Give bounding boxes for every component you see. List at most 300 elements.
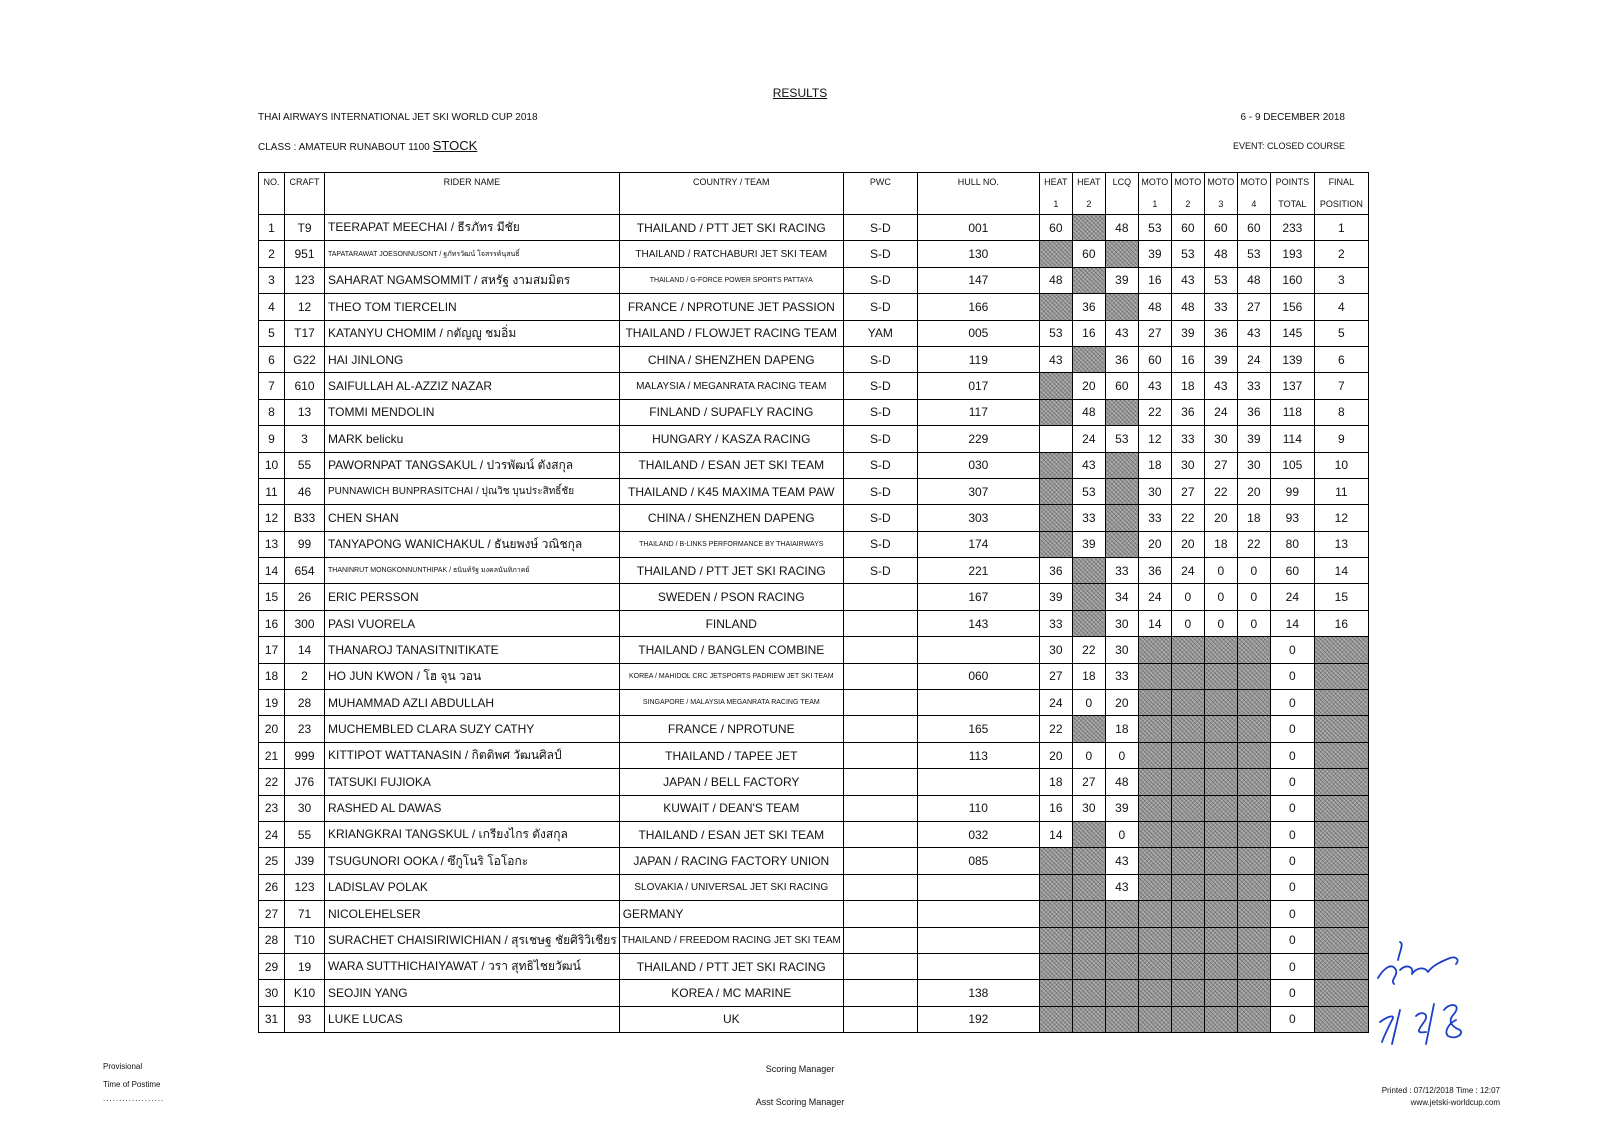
cell-pwc — [843, 953, 917, 979]
cell-h2: 22 — [1072, 637, 1105, 663]
cell-no: 24 — [259, 821, 285, 847]
cell-rider: MARK belicku — [325, 426, 620, 452]
cell-total: 156 — [1270, 294, 1314, 320]
cell-pos — [1314, 1006, 1368, 1032]
cell-h2 — [1072, 848, 1105, 874]
table-row — [259, 901, 1369, 927]
cell-h1: 14 — [1039, 821, 1072, 847]
cell-m2 — [1171, 901, 1204, 927]
cell-craft: K10 — [285, 980, 325, 1006]
table-row — [259, 795, 1369, 821]
cell-no: 26 — [259, 874, 285, 900]
cell-pwc — [843, 742, 917, 768]
cell-no: 16 — [259, 610, 285, 636]
cell-pwc: S-D — [843, 241, 917, 267]
cell-hull: 165 — [917, 716, 1039, 742]
cell-total: 160 — [1270, 267, 1314, 293]
cell-h1 — [1039, 241, 1072, 267]
cell-pwc: S-D — [843, 373, 917, 399]
cell-hull: 119 — [917, 346, 1039, 372]
cell-m4: 24 — [1237, 346, 1270, 372]
cell-lcq — [1105, 531, 1138, 557]
cell-rider: HO JUN KWON / โฮ จุน วอน — [325, 663, 620, 689]
cell-rider: PASI VUORELA — [325, 610, 620, 636]
cell-m4 — [1237, 953, 1270, 979]
cell-m2: 33 — [1171, 426, 1204, 452]
cell-m3 — [1204, 901, 1237, 927]
cell-m4: 20 — [1237, 478, 1270, 504]
cell-h1: 30 — [1039, 637, 1072, 663]
cell-h1: 27 — [1039, 663, 1072, 689]
cell-rider: SURACHET CHAISIRIWICHIAN / สุรเชษฐ ชัยศิริวิเชียร — [325, 927, 620, 953]
cell-pwc: S-D — [843, 294, 917, 320]
cell-lcq: 0 — [1105, 821, 1138, 847]
cell-no: 28 — [259, 927, 285, 953]
class-prefix: CLASS : AMATEUR RUNABOUT 1100 — [258, 142, 430, 153]
cell-no: 8 — [259, 399, 285, 425]
cell-m1: 30 — [1138, 478, 1171, 504]
cell-lcq — [1105, 1006, 1138, 1032]
cell-pwc — [843, 584, 917, 610]
cell-m1: 43 — [1138, 373, 1171, 399]
cell-pos: 5 — [1314, 320, 1368, 346]
cell-m1 — [1138, 821, 1171, 847]
cell-hull: 143 — [917, 610, 1039, 636]
cell-pos — [1314, 637, 1368, 663]
cell-craft: 123 — [285, 267, 325, 293]
cell-h2: 0 — [1072, 690, 1105, 716]
cell-hull: 307 — [917, 478, 1039, 504]
cell-pwc: S-D — [843, 505, 917, 531]
table-row — [259, 373, 1369, 399]
cell-rider: PUNNAWICH BUNPRASITCHAI / ปุณวิช บุนประสิทธิ์ชัย — [325, 478, 620, 504]
cell-pwc — [843, 663, 917, 689]
cell-total: 233 — [1270, 215, 1314, 241]
cell-hull — [917, 953, 1039, 979]
cell-total: 0 — [1270, 795, 1314, 821]
cell-pos: 10 — [1314, 452, 1368, 478]
cell-m1: 53 — [1138, 215, 1171, 241]
cell-m3 — [1204, 927, 1237, 953]
cell-m1: 24 — [1138, 584, 1171, 610]
table-row — [259, 294, 1369, 320]
time-of-posting-label: Time of Postime — [103, 1080, 161, 1089]
cell-team: SLOVAKIA / UNIVERSAL JET SKI RACING — [619, 874, 843, 900]
cell-m4 — [1237, 821, 1270, 847]
cell-h2: 16 — [1072, 320, 1105, 346]
cell-m2: 22 — [1171, 505, 1204, 531]
cell-craft: 55 — [285, 821, 325, 847]
cell-m4: 30 — [1237, 452, 1270, 478]
cell-h1: 53 — [1039, 320, 1072, 346]
cell-rider: MUCHEMBLED CLARA SUZY CATHY — [325, 716, 620, 742]
cell-craft: T10 — [285, 927, 325, 953]
table-row — [259, 663, 1369, 689]
cell-m2: 20 — [1171, 531, 1204, 557]
cell-team: CHINA / SHENZHEN DAPENG — [619, 505, 843, 531]
cell-team: KUWAIT / DEAN'S TEAM — [619, 795, 843, 821]
col-heat-2-num: 2 — [1072, 194, 1105, 215]
cell-m3 — [1204, 821, 1237, 847]
cell-craft: G22 — [285, 346, 325, 372]
cell-h2 — [1072, 980, 1105, 1006]
cell-hull: 303 — [917, 505, 1039, 531]
cell-hull: 113 — [917, 742, 1039, 768]
cell-h1 — [1039, 531, 1072, 557]
cell-craft: T17 — [285, 320, 325, 346]
cell-m3: 48 — [1204, 241, 1237, 267]
cell-h2 — [1072, 346, 1105, 372]
cell-m1: 12 — [1138, 426, 1171, 452]
col-no: NO. — [259, 173, 285, 194]
cell-lcq: 30 — [1105, 637, 1138, 663]
cell-team: JAPAN / BELL FACTORY — [619, 769, 843, 795]
cell-pos: 13 — [1314, 531, 1368, 557]
cell-craft: 93 — [285, 1006, 325, 1032]
cell-team: THAILAND / FLOWJET RACING TEAM — [619, 320, 843, 346]
cell-h2: 53 — [1072, 478, 1105, 504]
cell-no: 30 — [259, 980, 285, 1006]
cell-team: THAILAND / PTT JET SKI RACING — [619, 953, 843, 979]
cell-h2 — [1072, 215, 1105, 241]
cell-team: THAILAND / TAPEE JET — [619, 742, 843, 768]
cell-h1: 33 — [1039, 610, 1072, 636]
cell-h2 — [1072, 610, 1105, 636]
cell-pos — [1314, 663, 1368, 689]
cell-pos — [1314, 716, 1368, 742]
cell-rider: TOMMI MENDOLIN — [325, 399, 620, 425]
cell-lcq: 43 — [1105, 848, 1138, 874]
cell-hull: 147 — [917, 267, 1039, 293]
cell-team: THAILAND / K45 MAXIMA TEAM PAW — [619, 478, 843, 504]
cell-total: 0 — [1270, 874, 1314, 900]
cell-total: 14 — [1270, 610, 1314, 636]
cell-pwc: S-D — [843, 531, 917, 557]
cell-no: 11 — [259, 478, 285, 504]
cell-lcq: 48 — [1105, 215, 1138, 241]
cell-m4: 0 — [1237, 558, 1270, 584]
cell-m1 — [1138, 953, 1171, 979]
cell-lcq: 43 — [1105, 874, 1138, 900]
cell-m1: 22 — [1138, 399, 1171, 425]
cell-pwc — [843, 821, 917, 847]
cell-no: 29 — [259, 953, 285, 979]
cell-h1: 20 — [1039, 742, 1072, 768]
cell-h1 — [1039, 848, 1072, 874]
cell-hull: 017 — [917, 373, 1039, 399]
table-row — [259, 848, 1369, 874]
cell-total: 139 — [1270, 346, 1314, 372]
cell-lcq: 43 — [1105, 320, 1138, 346]
cell-team: FINLAND — [619, 610, 843, 636]
cell-m4 — [1237, 1006, 1270, 1032]
cell-craft: 55 — [285, 452, 325, 478]
table-row — [259, 478, 1369, 504]
cell-h1 — [1039, 874, 1072, 900]
cell-total: 114 — [1270, 426, 1314, 452]
cell-total: 0 — [1270, 901, 1314, 927]
table-row — [259, 215, 1369, 241]
cell-no: 23 — [259, 795, 285, 821]
cell-hull: 110 — [917, 795, 1039, 821]
col-moto-2: MOTO — [1171, 173, 1204, 194]
cell-craft: 123 — [285, 874, 325, 900]
cell-m4 — [1237, 769, 1270, 795]
cell-total: 0 — [1270, 1006, 1314, 1032]
cell-no: 3 — [259, 267, 285, 293]
cell-team: FRANCE / NPROTUNE — [619, 716, 843, 742]
cell-m4 — [1237, 795, 1270, 821]
cell-m4: 0 — [1237, 584, 1270, 610]
cell-h2 — [1072, 558, 1105, 584]
cell-hull: 138 — [917, 980, 1039, 1006]
table-row — [259, 821, 1369, 847]
cell-pos — [1314, 769, 1368, 795]
cell-craft: 999 — [285, 742, 325, 768]
table-row — [259, 980, 1369, 1006]
col-moto-2-num: 2 — [1171, 194, 1204, 215]
cell-m1: 16 — [1138, 267, 1171, 293]
cell-h1: 18 — [1039, 769, 1072, 795]
cell-pwc — [843, 901, 917, 927]
cell-pwc — [843, 610, 917, 636]
cell-hull: 085 — [917, 848, 1039, 874]
cell-h1 — [1039, 373, 1072, 399]
cell-team: THAILAND / ESAN JET SKI TEAM — [619, 452, 843, 478]
table-row — [259, 558, 1369, 584]
cell-h1 — [1039, 927, 1072, 953]
cell-hull: 005 — [917, 320, 1039, 346]
cell-pwc: S-D — [843, 346, 917, 372]
cell-h1 — [1039, 980, 1072, 1006]
cell-m4: 36 — [1237, 399, 1270, 425]
cell-rider: THEO TOM TIERCELIN — [325, 294, 620, 320]
col-moto-1-num: 1 — [1138, 194, 1171, 215]
cell-hull: 001 — [917, 215, 1039, 241]
cell-total: 80 — [1270, 531, 1314, 557]
cell-m3: 0 — [1204, 610, 1237, 636]
col-points: POINTS — [1270, 173, 1314, 194]
cell-hull: 030 — [917, 452, 1039, 478]
table-row — [259, 1006, 1369, 1032]
cell-m1 — [1138, 690, 1171, 716]
cell-h1: 39 — [1039, 584, 1072, 610]
cell-total: 145 — [1270, 320, 1314, 346]
cell-pwc — [843, 927, 917, 953]
page-title: RESULTS — [772, 86, 828, 100]
cell-m2: 0 — [1171, 610, 1204, 636]
cell-m2: 53 — [1171, 241, 1204, 267]
cell-h1 — [1039, 452, 1072, 478]
cell-no: 7 — [259, 373, 285, 399]
col-hull: HULL NO. — [917, 173, 1039, 194]
col-moto-4-num: 4 — [1237, 194, 1270, 215]
cell-lcq: 18 — [1105, 716, 1138, 742]
cell-m2: 48 — [1171, 294, 1204, 320]
col-heat-1-num: 1 — [1039, 194, 1072, 215]
cell-m3: 53 — [1204, 267, 1237, 293]
col-craft: CRAFT — [285, 173, 325, 194]
cell-no: 25 — [259, 848, 285, 874]
cell-rider: MUHAMMAD AZLI ABDULLAH — [325, 690, 620, 716]
cell-m3: 36 — [1204, 320, 1237, 346]
cell-craft: 13 — [285, 399, 325, 425]
scoring-manager-label: Scoring Manager — [765, 1064, 835, 1074]
cell-pwc — [843, 980, 917, 1006]
class-line — [258, 138, 477, 153]
cell-pwc — [843, 874, 917, 900]
cell-pos — [1314, 901, 1368, 927]
cell-craft: 23 — [285, 716, 325, 742]
website-url: www.jetski-worldcup.com — [1410, 1098, 1500, 1107]
table-row — [259, 610, 1369, 636]
cell-m3: 20 — [1204, 505, 1237, 531]
cell-m3: 24 — [1204, 399, 1237, 425]
cell-hull: 192 — [917, 1006, 1039, 1032]
cell-pos: 3 — [1314, 267, 1368, 293]
cell-pwc: S-D — [843, 399, 917, 425]
cell-m1: 20 — [1138, 531, 1171, 557]
cell-h2 — [1072, 953, 1105, 979]
cell-m1 — [1138, 901, 1171, 927]
cell-m4 — [1237, 927, 1270, 953]
cell-total: 0 — [1270, 716, 1314, 742]
cell-m3: 27 — [1204, 452, 1237, 478]
cell-pos — [1314, 927, 1368, 953]
posting-time-blank: ................... — [103, 1094, 165, 1103]
cell-team: CHINA / SHENZHEN DAPENG — [619, 346, 843, 372]
cell-m2 — [1171, 716, 1204, 742]
cell-total: 0 — [1270, 663, 1314, 689]
cell-m4: 60 — [1237, 215, 1270, 241]
cell-m2: 30 — [1171, 452, 1204, 478]
cell-pos: 4 — [1314, 294, 1368, 320]
cell-rider: TSUGUNORI OOKA / ซึกูโนริ โอโอกะ — [325, 848, 620, 874]
cell-rider: THANAROJ TANASITNITIKATE — [325, 637, 620, 663]
cell-team: JAPAN / RACING FACTORY UNION — [619, 848, 843, 874]
cell-team: THAILAND / PTT JET SKI RACING — [619, 215, 843, 241]
cell-m3 — [1204, 980, 1237, 1006]
table-row — [259, 320, 1369, 346]
cell-m2 — [1171, 637, 1204, 663]
cell-m2 — [1171, 742, 1204, 768]
printed-timestamp: Printed : 07/12/2018 Time : 12:07 — [1381, 1086, 1500, 1095]
cell-m4: 22 — [1237, 531, 1270, 557]
cell-team: THAILAND / BANGLEN COMBINE — [619, 637, 843, 663]
cell-m3 — [1204, 637, 1237, 663]
cell-h2 — [1072, 716, 1105, 742]
cell-rider: SAHARAT NGAMSOMMIT / สหรัฐ งามสมมิตร — [325, 267, 620, 293]
cell-lcq: 20 — [1105, 690, 1138, 716]
cell-no: 9 — [259, 426, 285, 452]
cell-pos: 7 — [1314, 373, 1368, 399]
cell-rider: PAWORNPAT TANGSAKUL / ปวรพัฒน์ ตังสกุล — [325, 452, 620, 478]
cell-m2: 27 — [1171, 478, 1204, 504]
cell-h1 — [1039, 294, 1072, 320]
cell-m3 — [1204, 716, 1237, 742]
cell-total: 93 — [1270, 505, 1314, 531]
cell-m1 — [1138, 795, 1171, 821]
cell-m4: 48 — [1237, 267, 1270, 293]
cell-team: GERMANY — [619, 901, 843, 927]
cell-m2 — [1171, 927, 1204, 953]
cell-h1 — [1039, 399, 1072, 425]
asst-scoring-manager-label: Asst Scoring Manager — [755, 1097, 845, 1107]
cell-m3 — [1204, 690, 1237, 716]
cell-m4 — [1237, 663, 1270, 689]
table-header-row — [259, 173, 1369, 194]
cell-team: THAILAND / FREEDOM RACING JET SKI TEAM — [619, 927, 843, 953]
cell-m2: 36 — [1171, 399, 1204, 425]
cell-h1 — [1039, 478, 1072, 504]
table-row — [259, 716, 1369, 742]
cell-m2 — [1171, 663, 1204, 689]
cell-no: 21 — [259, 742, 285, 768]
cell-h2: 60 — [1072, 241, 1105, 267]
cell-no: 27 — [259, 901, 285, 927]
cell-hull: 221 — [917, 558, 1039, 584]
cell-h1 — [1039, 953, 1072, 979]
cell-h2 — [1072, 901, 1105, 927]
cell-pwc — [843, 848, 917, 874]
cell-hull: 166 — [917, 294, 1039, 320]
cell-lcq — [1105, 452, 1138, 478]
col-lcq: LCQ — [1105, 173, 1138, 194]
cell-rider: TANYAPONG WANICHAKUL / ธันยพงษ์ วณิชกุล — [325, 531, 620, 557]
cell-craft: 14 — [285, 637, 325, 663]
cell-m3: 18 — [1204, 531, 1237, 557]
cell-rider: TEERAPAT MEECHAI / ธีรภัทร มีชัย — [325, 215, 620, 241]
cell-no: 17 — [259, 637, 285, 663]
cell-total: 0 — [1270, 848, 1314, 874]
cell-h2: 27 — [1072, 769, 1105, 795]
cell-total: 0 — [1270, 637, 1314, 663]
cell-pos: 8 — [1314, 399, 1368, 425]
cell-pwc: S-D — [843, 426, 917, 452]
cell-pwc: S-D — [843, 478, 917, 504]
cell-m2: 16 — [1171, 346, 1204, 372]
cell-m4 — [1237, 901, 1270, 927]
cell-h1 — [1039, 426, 1072, 452]
cell-craft: 28 — [285, 690, 325, 716]
cell-m3 — [1204, 769, 1237, 795]
cell-craft: 3 — [285, 426, 325, 452]
cell-craft: B33 — [285, 505, 325, 531]
cell-m3: 33 — [1204, 294, 1237, 320]
cell-team: THAILAND / B-LINKS PERFORMANCE BY THAIAIRWAYS — [619, 531, 843, 557]
cell-h2 — [1072, 874, 1105, 900]
table-row — [259, 690, 1369, 716]
cell-team: THAILAND / ESAN JET SKI TEAM — [619, 821, 843, 847]
table-row — [259, 927, 1369, 953]
cell-team: KOREA / MAHIDOL CRC JETSPORTS PADRIEW JET SKI TEAM — [619, 663, 843, 689]
cell-m3: 0 — [1204, 584, 1237, 610]
cell-total: 193 — [1270, 241, 1314, 267]
cell-h2: 0 — [1072, 742, 1105, 768]
cell-craft: 300 — [285, 610, 325, 636]
table-row — [259, 346, 1369, 372]
cell-team: THAILAND / RATCHABURI JET SKI TEAM — [619, 241, 843, 267]
table-row — [259, 874, 1369, 900]
cell-m4: 53 — [1237, 241, 1270, 267]
cell-lcq — [1105, 294, 1138, 320]
cell-m4 — [1237, 980, 1270, 1006]
cell-m1 — [1138, 769, 1171, 795]
cell-craft: 2 — [285, 663, 325, 689]
cell-lcq: 48 — [1105, 769, 1138, 795]
cell-m3 — [1204, 1006, 1237, 1032]
cell-m4: 33 — [1237, 373, 1270, 399]
